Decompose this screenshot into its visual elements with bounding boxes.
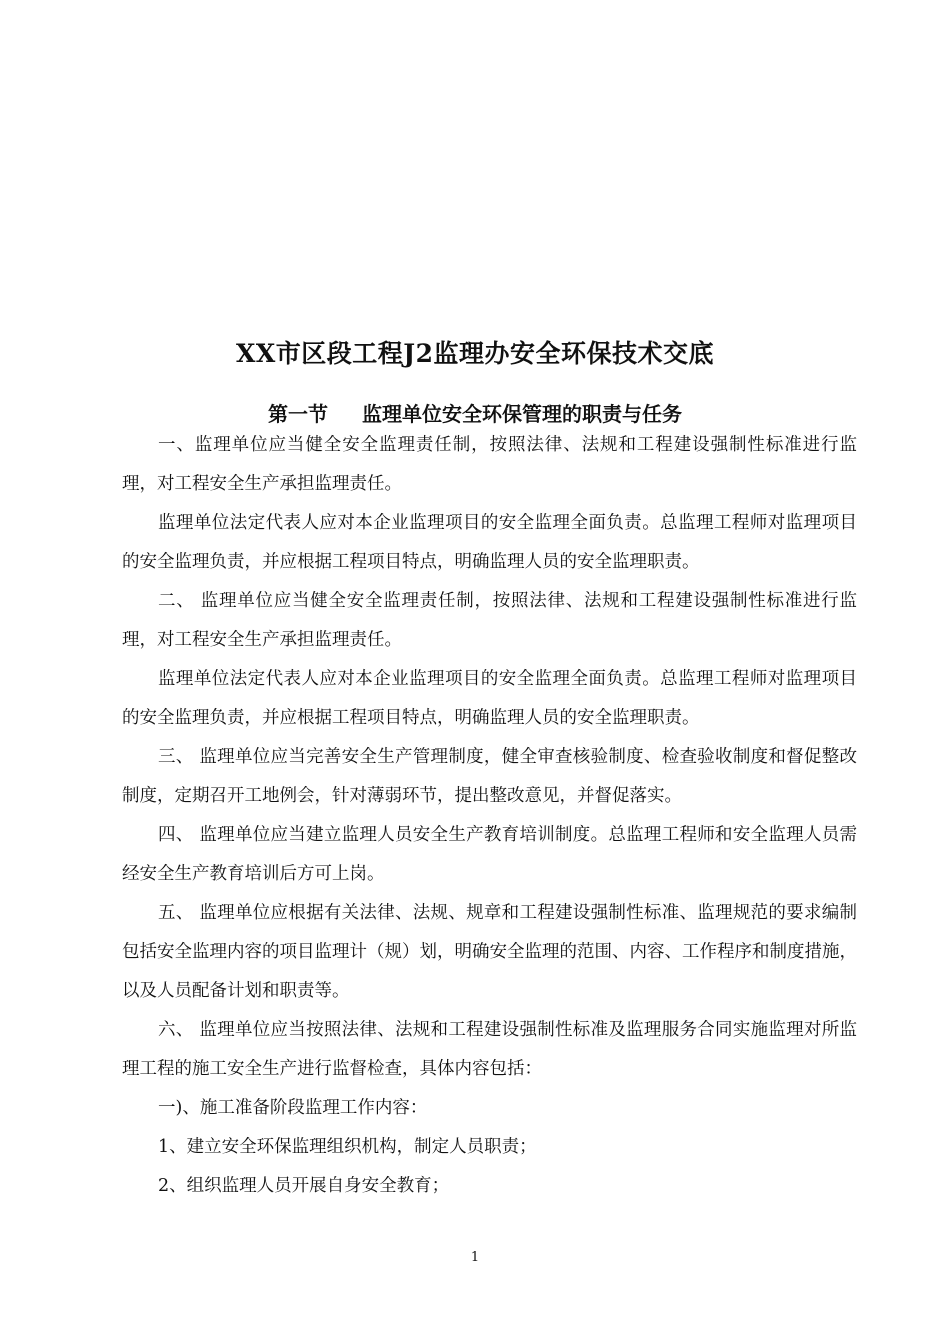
paragraph: 一、监理单位应当健全安全监理责任制，按照法律、法规和工程建设强制性标准进行监理，对工程安全生产承担监理责任。: [122, 435, 857, 494]
paragraph: 三、 监理单位应当完善安全生产管理制度，健全审查核验制度、检查验收制度和督促整改制度，定期召开工地例会，针对薄弱环节，提出整改意见，并督促落实。: [122, 747, 857, 806]
paragraph: 二、 监理单位应当健全安全监理责任制，按照法律、法规和工程建设强制性标准进行监理，对工程安全生产承担监理责任。: [122, 591, 857, 650]
paragraph: 一)、施工准备阶段监理工作内容：: [158, 1098, 428, 1118]
paragraph: 五、 监理单位应根据有关法律、法规、规章和工程建设强制性标准、监理规范的要求编制包括安全监理内容的项目监理计（规）划，明确安全监理的范围、内容、工作程序和制度措施，以及人员配备计划和职责等。: [122, 903, 857, 1001]
section-number: 第一节: [268, 402, 328, 426]
paragraph: 监理单位法定代表人应对本企业监理项目的安全监理全面负责。总监理工程师对监理项目的安全监理负责，并应根据工程项目特点，明确监理人员的安全监理职责。: [122, 669, 857, 728]
document-title: XX市区段工程J2监理办安全环保技术交底: [235, 339, 715, 368]
page-number: 1: [470, 1250, 480, 1265]
paragraph: 监理单位法定代表人应对本企业监理项目的安全监理全面负责。总监理工程师对监理项目的安全监理负责，并应根据工程项目特点，明确监理人员的安全监理职责。: [122, 513, 857, 572]
paragraph: 四、 监理单位应当建立监理人员安全生产教育培训制度。总监理工程师和安全监理人员需经安全生产教育培训后方可上岗。: [122, 825, 857, 884]
section-title: 监理单位安全环保管理的职责与任务: [362, 402, 682, 426]
section-heading: [0, 398, 950, 427]
paragraph: 1、建立安全环保监理组织机构，制定人员职责；: [158, 1137, 537, 1157]
paragraph: 六、 监理单位应当按照法律、法规和工程建设强制性标准及监理服务合同实施监理对所监理工程的施工安全生产进行监督检查，具体内容包括：: [122, 1020, 857, 1079]
paragraph: 2、组织监理人员开展自身安全教育；: [158, 1176, 450, 1196]
